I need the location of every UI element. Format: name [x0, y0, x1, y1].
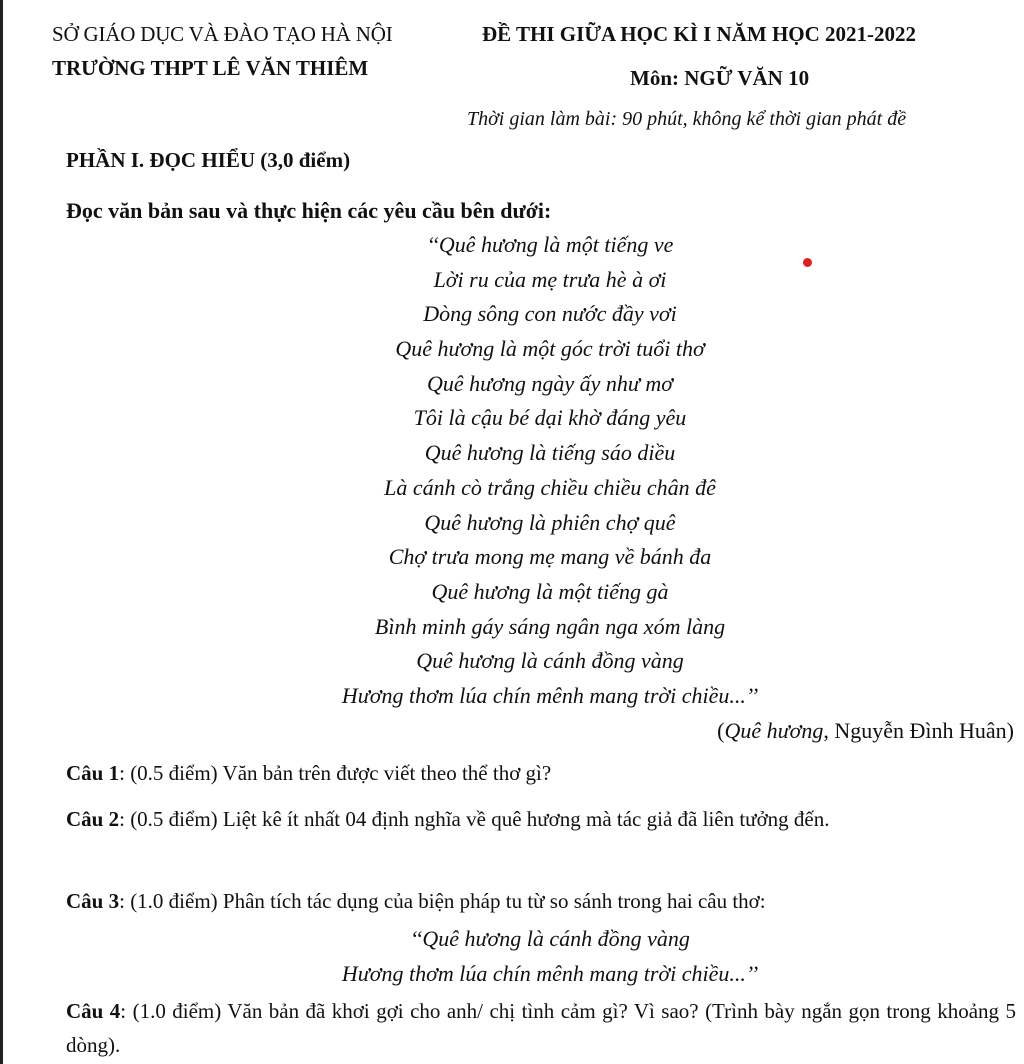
- question-2: [66, 802, 1016, 836]
- quote-line: ‘‘Quê hương là cánh đồng vàng: [410, 926, 690, 951]
- question-label: Câu 3: [66, 889, 120, 913]
- poem-line: Bình minh gáy sáng ngân nga xóm làng: [374, 613, 726, 639]
- poem-line: Chợ trưa mong mẹ mang về bánh đa: [388, 544, 712, 570]
- poem-line: Quê hương là tiếng sáo diều: [424, 440, 676, 466]
- poem-line: Hương thơm lúa chín mênh mang trời chiều...’’: [341, 682, 759, 708]
- question-label: Câu 2: [66, 807, 120, 831]
- poem-block: [200, 228, 900, 714]
- section-instruction: Đọc văn bản sau và thực hiện các yêu cầu bên dưới:: [66, 198, 552, 223]
- question-text: : (0.5 điểm) Văn bản trên được viết theo thể thơ gì?: [119, 761, 552, 785]
- question-text: : (1.0 điểm) Phân tích tác dụng của biện pháp tu từ so sánh trong hai câu thơ:: [119, 889, 766, 913]
- exam-subject: Môn: NGỮ VĂN 10: [630, 66, 810, 90]
- poem-line: Quê hương là phiên chợ quê: [424, 509, 676, 535]
- quote-line: Hương thơm lúa chín mênh mang trời chiều...’’: [341, 960, 759, 986]
- question-label: Câu 1: [66, 761, 120, 785]
- poem-line: Là cánh cò trắng chiều chiều chân đê: [384, 474, 716, 500]
- poem-line: ‘‘Quê hương là một tiếng ve: [426, 232, 674, 257]
- poem-line: Lời ru của mẹ trưa hè à ơi: [433, 266, 667, 292]
- red-marker-dot: [803, 258, 812, 267]
- poem-line: Tôi là cậu bé dại khờ đáng yêu: [413, 405, 687, 431]
- question-text: : (0.5 điểm) Liệt kê ít nhất 04 định nghĩa về quê hương mà tác giả đã liên tưởng đến.: [119, 807, 830, 831]
- question-3-quote: [200, 922, 900, 991]
- poem-line: Quê hương là một góc trời tuổi thơ: [395, 336, 705, 362]
- poem-line: Quê hương là một tiếng gà: [431, 578, 669, 604]
- poem-line: Dòng sông con nước đầy vơi: [423, 301, 677, 327]
- school-name: TRƯỜNG THPT LÊ VĂN THIÊM: [52, 56, 369, 80]
- citation-open: (: [717, 718, 725, 743]
- citation-author: , Nguyễn Đình Huân): [823, 718, 1014, 743]
- question-3: [66, 884, 1016, 918]
- department-name: SỞ GIÁO DỤC VÀ ĐÀO TẠO HÀ NỘI: [52, 22, 393, 46]
- question-label: Câu 4: [66, 999, 121, 1023]
- poem-line: Quê hương là cánh đồng vàng: [416, 648, 684, 674]
- poem-citation: [717, 718, 1014, 744]
- section-title: PHẦN I. ĐỌC HIỂU (3,0 điểm): [66, 148, 351, 172]
- page-left-border: [0, 0, 3, 1064]
- citation-title: Quê hương: [724, 718, 824, 743]
- question-1: [66, 756, 1016, 790]
- exam-time-note: Thời gian làm bài: 90 phút, không kể thời gian phát đề: [467, 108, 907, 130]
- question-text: : (1.0 điểm) Văn bản đã khơi gợi cho anh/ chị tình cảm gì? Vì sao? (Trình bày ngắn gọn trong khoảng 5 dòng).: [66, 999, 1016, 1057]
- poem-line: Quê hương ngày ấy như mơ: [426, 370, 674, 396]
- question-4: [66, 994, 1016, 1062]
- exam-title: ĐỀ THI GIỮA HỌC KÌ I NĂM HỌC 2021-2022: [482, 22, 917, 46]
